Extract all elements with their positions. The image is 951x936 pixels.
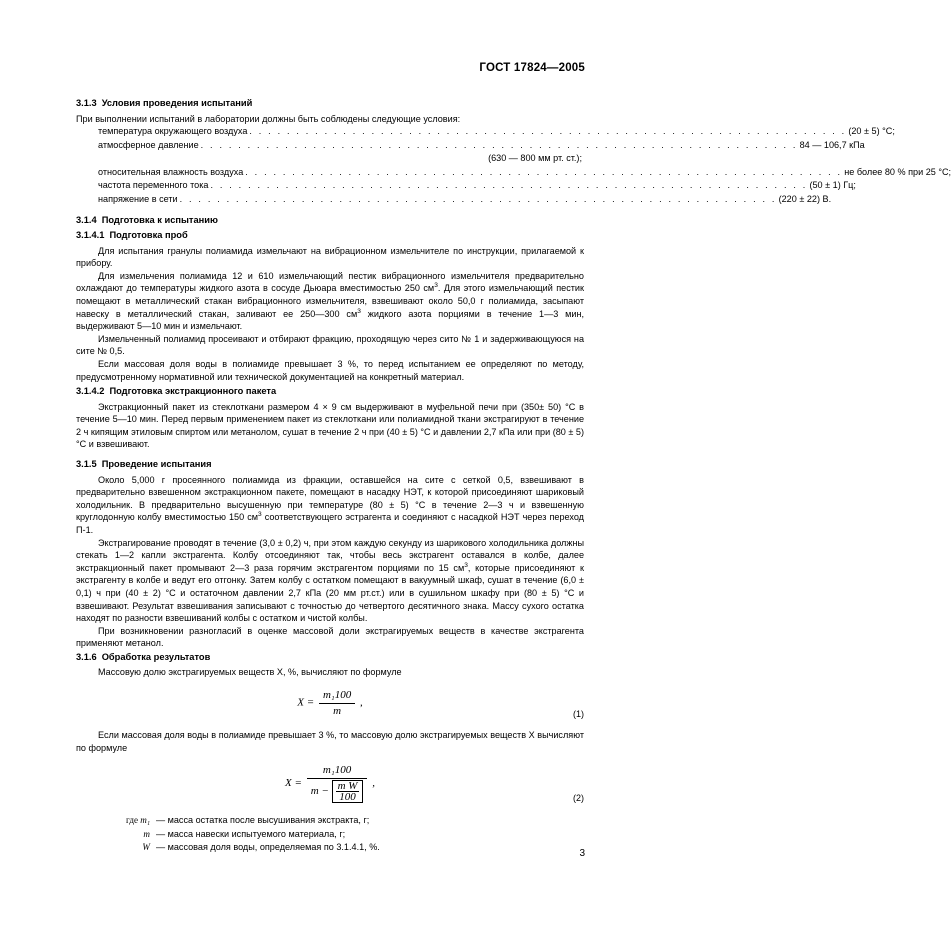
- page-header: ГОСТ 17824—2005: [479, 62, 585, 74]
- condition-value: (20 ± 5) °С;: [848, 126, 895, 137]
- superscript-3: 3: [258, 511, 262, 519]
- condition-label: относительная влажность воздуха: [98, 166, 244, 177]
- section-heading-3-1-4: [76, 214, 584, 227]
- condition-row: [76, 166, 951, 180]
- condition-label: температура окружающего воздуха: [98, 126, 248, 137]
- fraction-denominator: m: [333, 704, 342, 717]
- text-run: Экстрагирование проводят в течение (3,0 ± 0,2) ч, при этом каждую секунду из шарикового холодильника должны стекать 1—2 капли экстрагента. Колбу отсоединяют так, чтобы весь экстрагент оставался в колбе, далее экстракционный пакет промывают 2—3 раза горячим экстрагентом порциями по 15 см: [76, 537, 584, 573]
- section-heading-3-1-4-1: [76, 229, 584, 242]
- inner-numerator: m W: [337, 779, 358, 792]
- section-number: 3.1.4.2: [76, 386, 105, 397]
- definition-text: — масса остатка после высушивания экстракта, г;: [156, 815, 370, 826]
- superscript-3: 3: [434, 282, 438, 290]
- text-run: жидкого азота порциями в течение 1—3 мин, выдерживают 5—10 мин и измельчают.: [76, 308, 584, 332]
- section-number: 3.1.3: [76, 98, 97, 108]
- fraction: [319, 689, 355, 717]
- leader-dots: . . . . . . . . . . . . . . . . . . . . . . . . . . . . . . . . . . . . . . . . . . . . . . . . . . . . . . . . . . . . . . . .: [245, 166, 843, 177]
- definition-row: [76, 841, 584, 854]
- condition-continuation: [76, 152, 584, 166]
- condition-label: частота переменного тока: [98, 180, 209, 191]
- section-heading-3-1-4-2: [76, 385, 584, 398]
- formula-1-expression: [76, 689, 584, 717]
- definition-symbol: m: [143, 828, 150, 839]
- formula-2: [76, 764, 584, 806]
- leader-dots: . . . . . . . . . . . . . . . . . . . . . . . . . . . . . . . . . . . . . . . . . . . . . . . . . . . . . . . . . . . . . . . .: [210, 180, 808, 191]
- definition-row: [76, 814, 584, 827]
- fraction-numerator: m₁100: [319, 689, 355, 704]
- paragraph-3-1-4-1-a: Для испытания гранулы полиамида измельчают на вибрационном измельчителе по инструкции, прилагаемой к прибору.: [76, 245, 584, 269]
- text-run: соответствующего эстрагента и соединяют с насадкой НЭТ через переход П-1.: [76, 512, 584, 535]
- formula-1-number: (1): [573, 709, 584, 720]
- section-title: Проведение испытания: [101, 459, 212, 470]
- inner-fraction: [332, 780, 364, 803]
- condition-row: [76, 179, 856, 193]
- denominator-lead: m −: [310, 784, 329, 797]
- superscript-3: 3: [464, 561, 468, 569]
- formula-2-expression: [76, 764, 584, 803]
- formula-lhs: X =: [297, 696, 315, 709]
- fraction-denominator: [307, 779, 368, 803]
- paragraph-3-1-3-intro: При выполнении испытаний в лаборатории должны быть соблюдены следующие условия:: [76, 113, 461, 124]
- definition-symbol: где m₁: [126, 815, 150, 826]
- condition-label: атмосферное давление: [98, 139, 199, 150]
- condition-row: [76, 139, 865, 153]
- section-title: Обработка результатов: [101, 651, 211, 662]
- section-title: Подготовка проб: [109, 230, 188, 241]
- formula-2-number: (2): [573, 792, 584, 803]
- condition-row: [76, 193, 832, 207]
- paragraph-3-1-4-2-a: Экстракционный пакет из стеклоткани размером 4 × 9 см выдерживают в муфельной печи при (350± 50) °С в течение 5—10 мин. Перед первым применением пакет из стеклоткани или полиамидной ткани экстрагируют в течение 2 ч кипящим этиловым спиртом или метанолом, сушат в течение 2 ч при (40 ± 5) °С и давлении 2,7 кПа или при (80 ± 5) °С и взвешивают.: [76, 401, 584, 450]
- fraction: [307, 764, 368, 803]
- text-run: , которые присоединяют к экстрагенту в колбе и ведут его отгонку. Затем колбу с остатком помещают в вакуумный шкаф, сушат в течение (6,0 ± 0,1) ч при (40 ± 2) °С и остаточном давлении 2,7 кПа (20 мм рт.ст.) или в сушильном шкафу при (80 ± 5) °С и взвешивают. Результат взвешивания записывают с точностью до четвертого десятичного знака. Массу сухого остатка находят по разности взвешиваний колбы с остатком и чистой колбы.: [76, 562, 584, 624]
- text-run: . Для этого измельчающий пестик помещают в металлический стакан вибрационного измельчителя, взвешивают около 50,0 г полиамида, засыпают навеску в металлический стакан, заливают ее 250—300 см: [76, 283, 584, 319]
- page-number: 3: [579, 848, 585, 859]
- section-number: 3.1.4.1: [76, 230, 105, 241]
- condition-value: (220 ± 22) В.: [778, 194, 832, 205]
- section-heading-3-1-6: [76, 651, 584, 664]
- condition-value: 84 — 106,7 кПа: [799, 139, 865, 150]
- leader-dots: . . . . . . . . . . . . . . . . . . . . . . . . . . . . . . . . . . . . . . . . . . . . . . . . . . . . . . . . . . . . . . . .: [200, 139, 798, 150]
- formula-tail: ,: [372, 776, 375, 789]
- definitions-list: [76, 814, 584, 854]
- condition-value: не более 80 % при 25 °С;: [844, 166, 951, 177]
- paragraph-3-1-6-a: Массовую долю экстрагируемых веществ X, %, вычисляют по формуле: [98, 667, 402, 678]
- condition-label: напряжение в сети: [98, 194, 178, 205]
- definition-symbol: W: [142, 841, 150, 852]
- section-heading-3-1-3: [76, 97, 584, 110]
- condition-row: [76, 125, 895, 139]
- inner-denominator: 100: [339, 790, 356, 803]
- formula-tail: ,: [359, 696, 363, 709]
- document-body: [76, 90, 951, 854]
- paragraph-3-1-6-b: Если массовая доля воды в полиамиде превышает 3 %, то массовую долю экстрагируемых веществ X вычисляют по формуле: [76, 729, 584, 753]
- paragraph-3-1-4-1-d: Если массовая доля воды в полиамиде превышает 3 %, то перед испытанием ее определяют по методу, предусмотренному нормативной или технической документацией на конкретный материал.: [76, 359, 584, 382]
- paragraph-3-1-5-a: [76, 474, 584, 537]
- symbol-text: m₁: [140, 815, 150, 826]
- superscript-3: 3: [357, 307, 361, 315]
- paragraph-3-1-5-b: [76, 537, 584, 625]
- section-number: 3.1.4: [76, 214, 97, 225]
- definition-text: — массовая доля воды, определяемая по 3.1.4.1, %.: [156, 841, 380, 852]
- condition-value: (50 ± 1) Гц;: [809, 180, 856, 191]
- formula-lhs: X =: [285, 776, 302, 789]
- section-title: Подготовка экстракционного пакета: [109, 386, 277, 397]
- text-run: Около 5,000 г просеянного полиамида из фракции, оставшейся на сите с сеткой 0,5, взвешивают в предварительно взвешенном экстракционном пакете, помещают в насадку НЭТ, к которой присоединяют шариковый холодильник. В предварительно высушенную при температуре (80 ± 5) °С в течение 2—3 ч и взвешенную круглодонную колбу вместимостью 150 см: [76, 474, 584, 523]
- fraction-numerator: m₁100: [307, 764, 368, 779]
- paragraph-3-1-5-c: При возникновении разногласий в оценке массовой доли экстрагируемых веществ в качестве экстрагента применяют метанол.: [76, 625, 584, 649]
- section-heading-3-1-5: [76, 458, 584, 471]
- formula-1: [76, 689, 584, 723]
- text-run: Для измельчения полиамида 12 и 610 измельчающий пестик вибрационного измельчителя предварительно охлаждают до температуры жидкого азота в сосуде Дьюара вместимостью 250 см: [76, 270, 584, 294]
- condition-value: (630 — 800 мм рт. ст.);: [488, 153, 582, 164]
- leader-dots: . . . . . . . . . . . . . . . . . . . . . . . . . . . . . . . . . . . . . . . . . . . . . . . . . . . . . . . . . . . . . . . .: [249, 126, 847, 137]
- section-title: Условия проведения испытаний: [101, 98, 253, 108]
- definition-row: [76, 828, 584, 841]
- leader-dots: . . . . . . . . . . . . . . . . . . . . . . . . . . . . . . . . . . . . . . . . . . . . . . . . . . . . . . . . . . . . . . . .: [179, 194, 777, 205]
- paragraph-3-1-4-1-b: [76, 270, 584, 333]
- paragraph-3-1-4-1-c: Измельченный полиамид просеивают и отбирают фракцию, проходящую через сито № 1 и задерживающуюся на сите № 0,5.: [76, 333, 584, 357]
- section-title: Подготовка к испытанию: [101, 214, 218, 225]
- section-number: 3.1.5: [76, 459, 97, 470]
- definition-text: — масса навески испытуемого материала, г;: [156, 828, 346, 839]
- section-number: 3.1.6: [76, 651, 97, 662]
